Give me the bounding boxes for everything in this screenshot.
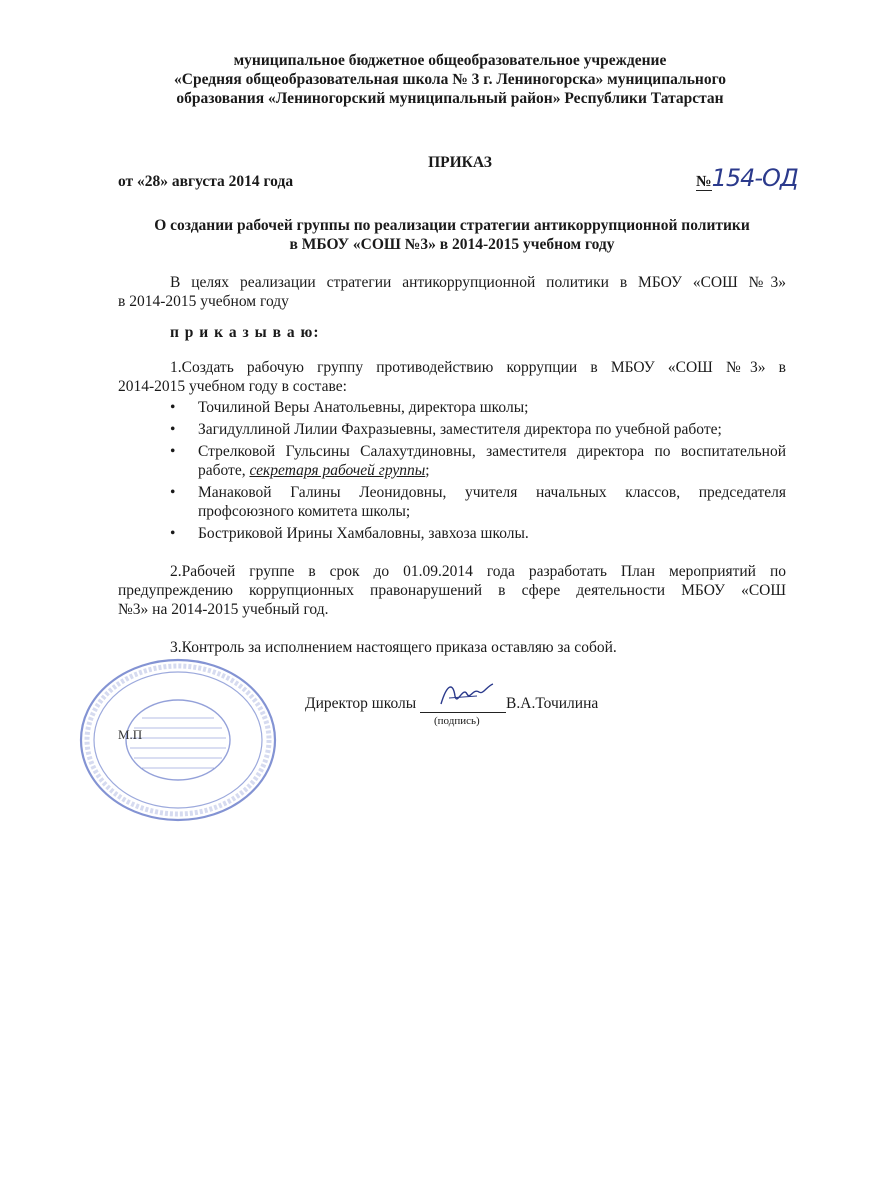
members-list [160, 398, 786, 546]
order-number [696, 164, 798, 192]
order-word: п р и к а з ы в а ю: [170, 324, 320, 341]
item-2-line-1: 2.Рабочей группе в срок до 01.09.2014 года разработать План мероприятий по [170, 563, 786, 580]
signer-role: Директор школы [305, 695, 417, 712]
stamp-mp: М.П [118, 727, 143, 742]
member-text: Манаковой Галины Леонидовны, учителя начальных классов, председателя профсоюзного комитета школы; [198, 484, 786, 520]
intro-paragraph [118, 273, 786, 311]
number-handwritten: 154-ОД [711, 164, 798, 192]
signer-name: В.А.Точилина [506, 695, 599, 712]
intro-line-2: в 2014-2015 учебном году [118, 293, 289, 310]
member-text: Точилиной Веры Анатольевны, директора школы; [198, 399, 529, 416]
order-date: от «28» августа 2014 года [118, 173, 294, 190]
subject-line-1: О создании рабочей группы по реализации стратегии антикоррупционной политики [154, 217, 750, 234]
list-item [160, 442, 786, 480]
number-sign: № [696, 173, 712, 190]
signature-caption: (подпись) [434, 715, 480, 727]
list-item [160, 524, 786, 543]
doc-title: ПРИКАЗ [428, 154, 492, 171]
subject-line-2: в МБОУ «СОШ №3» в 2014-2015 учебном году [289, 236, 615, 253]
handwritten-signature [437, 674, 497, 714]
org-header [100, 51, 800, 108]
member-role-underlined: секретаря рабочей группы [249, 462, 426, 479]
member-text: Бостриковой Ирины Хамбаловны, завхоза школы. [198, 525, 529, 542]
item-2-line-2: предупреждению коррупционных правонарушений в сфере деятельности МБОУ «СОШ [118, 582, 786, 599]
member-text: Стрелковой Гульсины Салахутдиновны, заместителя директора по воспитательной работе, [198, 443, 786, 479]
org-header-line-1: муниципальное бюджетное общеобразовательное учреждение [233, 52, 667, 69]
item-2 [118, 562, 786, 619]
item-1-line-2: 2014-2015 учебном году в составе: [118, 378, 347, 395]
item-2-line-3: №3» на 2014-2015 учебный год. [118, 601, 329, 618]
list-item [160, 398, 786, 417]
item-1-line-1: 1.Создать рабочую группу противодействию коррупции в МБОУ «СОШ №3» в [170, 359, 786, 376]
order-subject [118, 216, 786, 254]
official-stamp [78, 656, 278, 824]
list-item [160, 420, 786, 439]
member-text: Загидуллиной Лилии Фахразыевны, заместителя директора по учебной работе; [198, 421, 722, 438]
org-header-line-2: «Средняя общеобразовательная школа № 3 г. Лениногорска» муниципального [174, 71, 726, 88]
list-item [160, 483, 786, 521]
member-tail: ; [425, 462, 430, 479]
item-1 [118, 358, 786, 396]
intro-line-1: В целях реализации стратегии антикоррупционной политики в МБОУ «СОШ №3» [170, 274, 786, 291]
org-header-line-3: образования «Лениногорский муниципальный район» Республики Татарстан [176, 90, 724, 107]
item-3: 3.Контроль за исполнением настоящего приказа оставляю за собой. [170, 639, 617, 656]
